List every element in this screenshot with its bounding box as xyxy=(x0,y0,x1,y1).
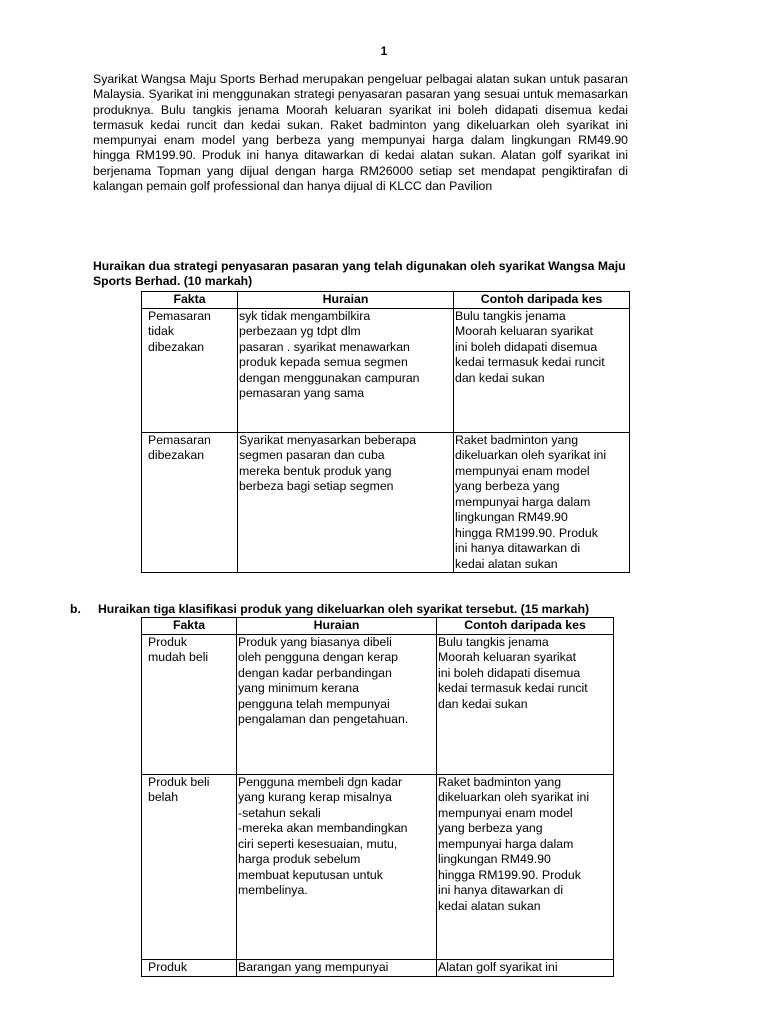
cell-contoh: Raket badminton yang dikeluarkan oleh syarikat ini mempunyai enam model yang berbeza yang mempunyai harga dalam lingkungan RM49.90 hingga RM199.90. Produk ini hanya ditawarkan di kedai alatan sukan xyxy=(437,774,614,959)
page-number: 1 xyxy=(380,44,388,58)
question-a-table xyxy=(141,291,630,573)
cell-fakta: Pemasaran dibezakan xyxy=(142,432,238,573)
header-contoh: Contoh daripada kes xyxy=(454,292,630,309)
cell-fakta: Produk beli belah xyxy=(142,774,237,959)
cell-contoh: Bulu tangkis jenama Moorah keluaran syarikat ini boleh didapati disemua kedai termasuk kedai runcit dan kedai sukan xyxy=(437,634,614,774)
table-row xyxy=(142,432,630,573)
header-huraian: Huraian xyxy=(237,618,437,635)
cell-huraian: Pengguna membeli dgn kadar yang kurang kerap misalnya -setahun sekali -mereka akan membandingkan ciri seperti kesesuaian, mutu, harga produk sebelum membuat keputusan untuk membelinya. xyxy=(237,774,437,959)
table-row xyxy=(142,634,614,774)
cell-fakta: Pemasaran tidak dibezakan xyxy=(142,308,238,432)
cell-contoh: Bulu tangkis jenama Moorah keluaran syarikat ini boleh didapati disemua kedai termasuk kedai runcit dan kedai sukan xyxy=(454,308,630,432)
table-row xyxy=(142,774,614,959)
cell-huraian: Barangan yang mempunyai xyxy=(237,959,437,976)
header-fakta: Fakta xyxy=(142,618,237,635)
cell-huraian: Produk yang biasanya dibeli oleh pengguna dengan kerap dengan kadar perbandingan yang minimum kerana pengguna telah mempunyai pengalaman dan pengetahuan. xyxy=(237,634,437,774)
header-contoh: Contoh daripada kes xyxy=(437,618,614,635)
cell-contoh: Raket badminton yang dikeluarkan oleh syarikat ini mempunyai enam model yang berbeza yang mempunyai harga dalam lingkungan RM49.90 hingga RM199.90. Produk ini hanya ditawarkan di kedai alatan sukan xyxy=(454,432,630,573)
question-b-text: Huraikan tiga klasifikasi produk yang dikeluarkan oleh syarikat tersebut. (15 markah) xyxy=(98,602,590,616)
question-b-table xyxy=(141,617,614,977)
question-a-heading: Huraikan dua strategi penyasaran pasaran yang telah digunakan oleh syarikat Wangsa Maju Sports Berhad. (10 markah) xyxy=(93,259,626,288)
table-row xyxy=(142,308,630,432)
table-row xyxy=(142,959,614,976)
cell-fakta: Produk xyxy=(142,959,237,976)
cell-contoh: Alatan golf syarikat ini xyxy=(437,959,614,976)
cell-fakta: Produk mudah beli xyxy=(142,634,237,774)
cell-huraian: syk tidak mengambilkira perbezaan yg tdpt dlm pasaran . syarikat menawarkan produk kepada semua segmen dengan menggunakan campuran pemasaran yang sama xyxy=(238,308,454,432)
question-b-heading xyxy=(70,602,710,617)
question-b-label: b. xyxy=(70,602,81,616)
cell-huraian: Syarikat menyasarkan beberapa segmen pasaran dan cuba mereka bentuk produk yang berbeza bagi setiap segmen xyxy=(238,432,454,573)
table-header-row xyxy=(142,292,630,309)
table-header-row xyxy=(142,618,614,635)
intro-paragraph: Syarikat Wangsa Maju Sports Berhad merupakan pengeluar pelbagai alatan sukan untuk pasaran Malaysia. Syarikat ini menggunakan strategi penyasaran pasaran yang sesuai untuk memasarkan produknya. Bulu tangkis jenama Moorah keluaran syarikat ini boleh didapati disemua kedai termasuk kedai runcit dan kedai sukan. Raket badminton yang dikeluarkan oleh syarikat ini mempunyai enam model yang berbeza yang mempunyai harga dalam lingkungan RM49.90 hingga RM199.90. Produk ini hanya ditawarkan di kedai alatan sukan. Alatan golf syarikat ini berjenama Topman yang dijual dengan harga RM26000 setiap set mendapat pengiktirafan di kalangan pemain golf professional dan hanya dijual di KLCC dan Pavilion xyxy=(93,72,628,194)
header-fakta: Fakta xyxy=(142,292,238,309)
header-huraian: Huraian xyxy=(238,292,454,309)
